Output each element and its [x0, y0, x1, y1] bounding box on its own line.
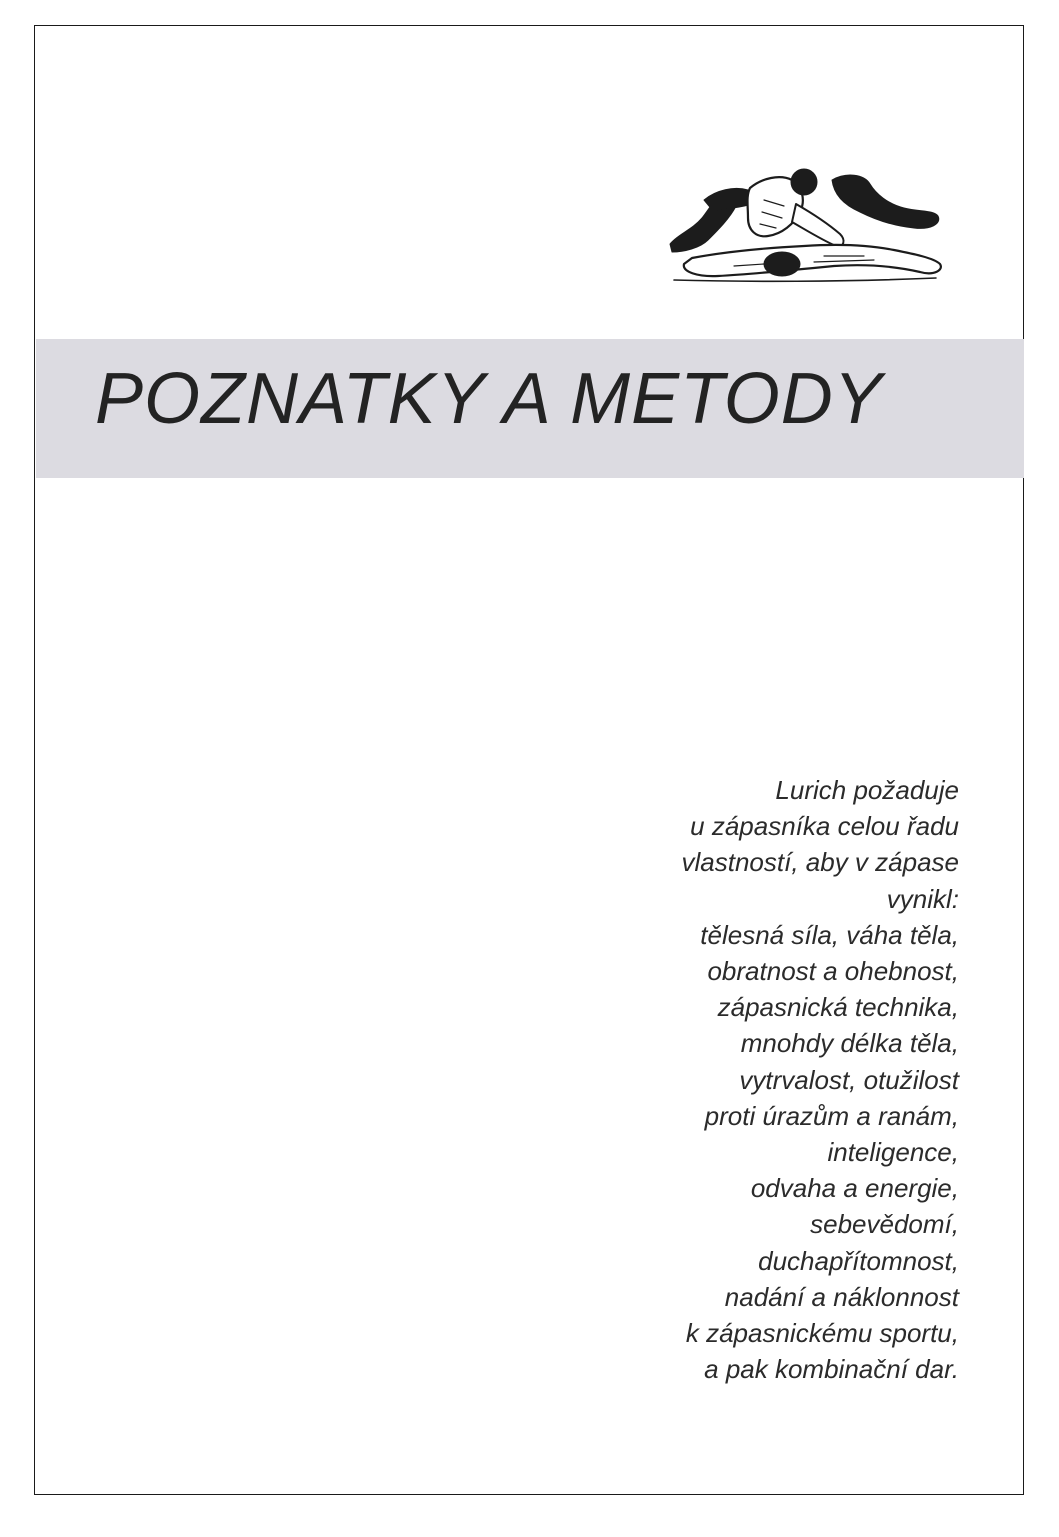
quote-line: Lurich požaduje: [775, 775, 959, 805]
quote-line: obratnost a ohebnost,: [707, 956, 959, 987]
quote-line: inteligence,: [827, 1137, 959, 1168]
quote-line: proti úrazům a ranám,: [704, 1100, 959, 1131]
quote-line: mnohdy délka těla,: [740, 1028, 959, 1059]
quote-line: odvaha a energie,: [750, 1173, 959, 1204]
quote-line: sebevědomí,: [810, 1209, 959, 1240]
quote-line: u zápasníka celou řadu: [690, 811, 959, 842]
quote-text: [579, 772, 959, 1387]
quote-line: vlastností, aby v zápase: [681, 847, 959, 878]
quote-line: vytrvalost, otužilost: [739, 1064, 959, 1095]
wrestlers-illustration-icon: [664, 160, 946, 290]
quote-line: zápasnická technika,: [717, 992, 959, 1023]
quote-line: vynikl:: [886, 883, 959, 914]
quote-line: a pak kombinační dar.: [704, 1354, 959, 1385]
quote-line: tělesná síla, váha těla,: [700, 919, 959, 950]
quote-line: k zápasnickému sportu,: [685, 1318, 959, 1349]
quote-line: duchapřítomnost,: [758, 1245, 959, 1276]
page-title: POZNATKY A METODY: [95, 359, 883, 439]
quote-line: nadání a náklonnost: [724, 1281, 959, 1312]
